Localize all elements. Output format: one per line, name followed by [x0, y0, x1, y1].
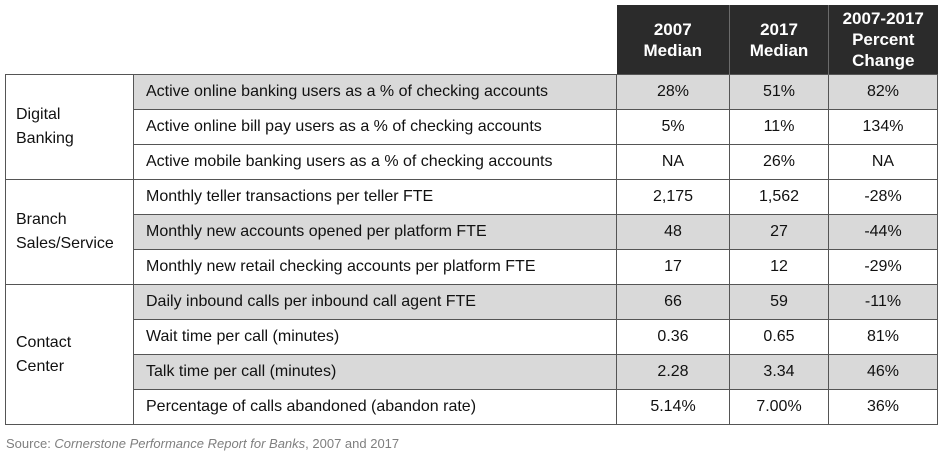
table-row [6, 390, 938, 425]
table-row [6, 75, 938, 110]
header-blank [6, 5, 617, 75]
category-label: Branch [16, 211, 67, 228]
value-2007: 28% [617, 75, 730, 110]
table-row [6, 320, 938, 355]
value-2017: 0.65 [730, 320, 829, 355]
header-2007-median [617, 5, 730, 75]
source-suffix: , 2007 and 2017 [305, 436, 400, 451]
value-change: NA [829, 145, 938, 180]
value-2007: NA [617, 145, 730, 180]
value-2017: 59 [730, 285, 829, 320]
metric-name: Monthly new accounts opened per platform FTE [134, 215, 617, 250]
table-row [6, 285, 938, 320]
header-line: Percent [852, 30, 915, 49]
metric-name: Daily inbound calls per inbound call agent FTE [134, 285, 617, 320]
value-2007: 48 [617, 215, 730, 250]
value-2017: 3.34 [730, 355, 829, 390]
value-change: -44% [829, 215, 938, 250]
bank-metrics-table [5, 5, 938, 425]
value-2017: 27 [730, 215, 829, 250]
category-digital-banking [6, 75, 134, 180]
table-row [6, 145, 938, 180]
value-change: 46% [829, 355, 938, 390]
value-change: -29% [829, 250, 938, 285]
header-row [6, 5, 938, 75]
value-2007: 66 [617, 285, 730, 320]
source-prefix: Source: [6, 436, 55, 451]
category-label: Contact [16, 333, 72, 351]
metric-name: Monthly teller transactions per teller FTE [134, 180, 617, 215]
category-label: Banking [16, 130, 74, 147]
value-2017: 26% [730, 145, 829, 180]
header-line: 2017 [760, 19, 798, 39]
metric-name: Active online banking users as a % of checking accounts [134, 75, 617, 110]
category-label: Digital [16, 106, 61, 123]
category-branch-sales-service [6, 180, 134, 285]
value-2007: 0.36 [617, 320, 730, 355]
metric-name: Talk time per call (minutes) [134, 355, 617, 390]
value-2017: 12 [730, 250, 829, 285]
value-change: 82% [829, 75, 938, 110]
table-row [6, 250, 938, 285]
source-note [6, 436, 399, 451]
header-line: Median [643, 40, 703, 60]
value-change: -28% [829, 180, 938, 215]
metric-name: Wait time per call (minutes) [134, 320, 617, 355]
value-change: -11% [829, 285, 938, 320]
header-line: 2007-2017 [842, 9, 924, 28]
source-title: Cornerstone Performance Report for Banks [54, 436, 306, 451]
table-row [6, 355, 938, 390]
value-2007: 17 [617, 250, 730, 285]
value-2017: 7.00% [730, 390, 829, 425]
metric-name: Active online bill pay users as a % of checking accounts [134, 110, 617, 145]
header-line: 2007 [653, 19, 692, 39]
value-2007: 5% [617, 110, 730, 145]
value-change: 81% [829, 320, 938, 355]
value-change: 36% [829, 390, 938, 425]
category-label: Sales/Service [16, 235, 114, 252]
value-2007: 2.28 [617, 355, 730, 390]
table-row [6, 110, 938, 145]
header-line: Median [749, 40, 809, 60]
value-2017: 51% [730, 75, 829, 110]
value-2007: 5.14% [617, 390, 730, 425]
category-label: Center [16, 357, 65, 375]
metric-name: Monthly new retail checking accounts per platform FTE [134, 250, 617, 285]
value-2017: 11% [730, 110, 829, 145]
table-row [6, 180, 938, 215]
value-2007: 2,175 [617, 180, 730, 215]
header-2017-median [730, 5, 829, 75]
metric-name: Percentage of calls abandoned (abandon rate) [134, 390, 617, 425]
header-percent-change [829, 5, 938, 75]
value-change: 134% [829, 110, 938, 145]
header-line: Change [852, 51, 915, 70]
table-row [6, 215, 938, 250]
value-2017: 1,562 [730, 180, 829, 215]
metric-name: Active mobile banking users as a % of checking accounts [134, 145, 617, 180]
category-contact-center [6, 285, 134, 425]
